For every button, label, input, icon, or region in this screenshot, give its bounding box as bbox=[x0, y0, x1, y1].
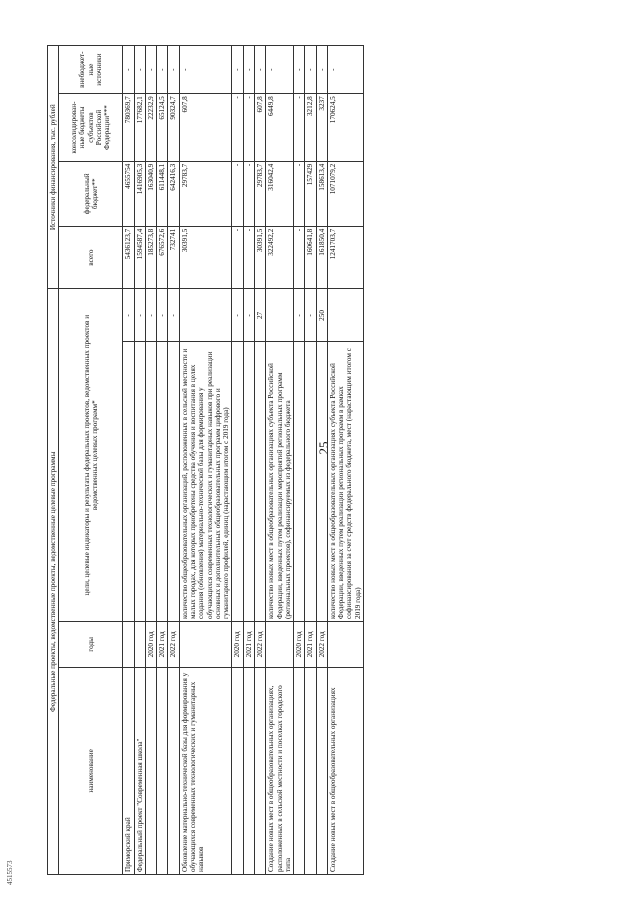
cell-indicator bbox=[305, 342, 316, 622]
cell-total: - bbox=[294, 226, 305, 289]
cell-indicator bbox=[145, 342, 156, 622]
cell-extrabudget: - bbox=[266, 46, 294, 94]
table-row bbox=[168, 46, 179, 875]
cell-regional: 90324,7 bbox=[168, 94, 179, 161]
table-body bbox=[123, 46, 364, 875]
cell-total: - bbox=[232, 226, 243, 289]
cell-indicator-value: - bbox=[145, 289, 156, 342]
cell-name bbox=[316, 667, 327, 874]
cell-total: 30391,5 bbox=[179, 226, 232, 289]
cell-name bbox=[254, 667, 265, 874]
cell-regional: 65124,5 bbox=[157, 94, 168, 161]
cell-name bbox=[145, 667, 156, 874]
cell-year: 2020 год bbox=[294, 621, 305, 667]
cell-indicator bbox=[243, 342, 254, 622]
cell-indicator-value: - bbox=[294, 289, 305, 342]
cell-name: Создание новых мест в общеобразовательных организациях, расположенных в сельской местности и поселках городского типа bbox=[266, 667, 294, 874]
header-year: годы bbox=[59, 621, 123, 667]
header-group-row bbox=[48, 46, 59, 875]
page-number: 25 bbox=[316, 441, 331, 455]
cell-federal: 611448,1 bbox=[157, 161, 168, 226]
cell-year bbox=[266, 621, 294, 667]
cell-extrabudget: - bbox=[157, 46, 168, 94]
cell-indicator bbox=[168, 342, 179, 622]
cell-indicator bbox=[123, 342, 134, 622]
cell-indicator bbox=[232, 342, 243, 622]
header-indicators: цели, целевые индикаторы и результаты федеральных проектов, ведомственных проектов и ведомственных целевых программ* bbox=[59, 289, 123, 622]
cell-indicator-value bbox=[266, 289, 294, 342]
header-group-sources: Источники финансирования, тыс. рублей bbox=[48, 46, 59, 289]
cell-extrabudget: - bbox=[316, 46, 327, 94]
financing-table bbox=[47, 45, 364, 875]
cell-federal: 157429 bbox=[305, 161, 316, 226]
cell-name bbox=[157, 667, 168, 874]
cell-extrabudget: - bbox=[123, 46, 134, 94]
cell-regional: 6449,8 bbox=[266, 94, 294, 161]
cell-regional: - bbox=[243, 94, 254, 161]
cell-federal: 1071079,2 bbox=[327, 161, 363, 226]
cell-regional: 3212,8 bbox=[305, 94, 316, 161]
cell-indicator-value bbox=[179, 289, 232, 342]
cell-total: 30391,5 bbox=[254, 226, 265, 289]
cell-name: Приморский край bbox=[123, 667, 134, 874]
cell-year bbox=[327, 621, 363, 667]
cell-indicator: количество новых мест в общеобразовательных организациях субъекта Российской Федерации, введенных путем реализации региональных программ в рамках софинансирования за счет средств федерального бюджета, мест (нарастающим итогом с 2019 года) bbox=[327, 342, 363, 622]
cell-year: 2022 год bbox=[254, 621, 265, 667]
cell-name: Создание новых мест в общеобразовательных организациях bbox=[327, 667, 363, 874]
cell-extrabudget: - bbox=[145, 46, 156, 94]
cell-federal: - bbox=[243, 161, 254, 226]
cell-indicator: количество новых мест в общеобразовательных организациях субъекта Российской Федерации, введенных путем реализации мероприятий региональных программ (региональных проектов), софинансируемых из федерального бюджета bbox=[266, 342, 294, 622]
cell-federal: 1416905,3 bbox=[134, 161, 145, 226]
cell-regional: 170624,5 bbox=[327, 94, 363, 161]
cell-year: 2022 год bbox=[168, 621, 179, 667]
cell-federal: 158613,4 bbox=[316, 161, 327, 226]
cell-extrabudget: - bbox=[232, 46, 243, 94]
cell-extrabudget: - bbox=[134, 46, 145, 94]
cell-regional: 177682,1 bbox=[134, 94, 145, 161]
cell-total: - bbox=[243, 226, 254, 289]
cell-extrabudget: - bbox=[305, 46, 316, 94]
cell-indicator-value: - bbox=[232, 289, 243, 342]
cell-regional: 780369,7 bbox=[123, 94, 134, 161]
cell-name bbox=[243, 667, 254, 874]
financing-table-sheet bbox=[47, 45, 582, 875]
header-row bbox=[59, 46, 123, 875]
cell-regional: 607,8 bbox=[179, 94, 232, 161]
table-row bbox=[294, 46, 305, 875]
cell-total: 1594587,4 bbox=[134, 226, 145, 289]
cell-name bbox=[232, 667, 243, 874]
cell-indicator bbox=[157, 342, 168, 622]
cell-year: 2021 год bbox=[243, 621, 254, 667]
cell-indicator-value: - bbox=[243, 289, 254, 342]
cell-total: 185273,8 bbox=[145, 226, 156, 289]
cell-indicator-value: - bbox=[134, 289, 145, 342]
cell-indicator: количество общеобразовательных организаций, расположенных в сельской местности и малых городах, для которых приобретены средства обучения и воспитания в целях создания (обновления) материально-технической базы для формирования у обучающихся современных технологических и гуманитарных навыков при реализации основных и дополнительных общеобразовательных программ цифрового и гуманитарного профилей, единиц (нарастающим итогом с 2019 года) bbox=[179, 342, 232, 622]
table-row bbox=[266, 46, 294, 875]
cell-indicator-value bbox=[327, 289, 363, 342]
cell-extrabudget: - bbox=[254, 46, 265, 94]
cell-total: 322492,2 bbox=[266, 226, 294, 289]
header-name: наименование bbox=[59, 667, 123, 874]
table-row bbox=[232, 46, 243, 875]
table-row bbox=[327, 46, 363, 875]
cell-indicator bbox=[254, 342, 265, 622]
table-row bbox=[179, 46, 232, 875]
cell-federal: 642416,3 bbox=[168, 161, 179, 226]
table-row bbox=[123, 46, 134, 875]
cell-federal: - bbox=[232, 161, 243, 226]
cell-total: 1241703,7 bbox=[327, 226, 363, 289]
cell-year bbox=[134, 621, 145, 667]
cell-extrabudget: - bbox=[243, 46, 254, 94]
cell-indicator bbox=[294, 342, 305, 622]
table-row bbox=[145, 46, 156, 875]
table-row bbox=[157, 46, 168, 875]
cell-total: 160641,8 bbox=[305, 226, 316, 289]
cell-federal: 29783,7 bbox=[179, 161, 232, 226]
header-federal: федеральный бюджет** bbox=[59, 161, 123, 226]
cell-total: 161850,4 bbox=[316, 226, 327, 289]
cell-name: Обновление материально-технической базы для формирования у обучающихся современных технологических и гуманитарных навыков bbox=[179, 667, 232, 874]
table-row bbox=[305, 46, 316, 875]
cell-extrabudget: - bbox=[327, 46, 363, 94]
cell-indicator-value: - bbox=[123, 289, 134, 342]
cell-extrabudget: - bbox=[168, 46, 179, 94]
cell-year bbox=[123, 621, 134, 667]
cell-regional: - bbox=[294, 94, 305, 161]
cell-indicator bbox=[134, 342, 145, 622]
document-id: 4515573 bbox=[6, 860, 14, 885]
cell-extrabudget: - bbox=[294, 46, 305, 94]
cell-indicator-value: 27 bbox=[254, 289, 265, 342]
cell-year: 2020 год bbox=[232, 621, 243, 667]
cell-extrabudget: - bbox=[179, 46, 232, 94]
cell-name bbox=[305, 667, 316, 874]
cell-total: 5436123,7 bbox=[123, 226, 134, 289]
cell-total: 732741 bbox=[168, 226, 179, 289]
table-row bbox=[243, 46, 254, 875]
cell-year bbox=[179, 621, 232, 667]
cell-total: 676572,6 bbox=[157, 226, 168, 289]
cell-indicator bbox=[316, 342, 327, 622]
header-regional: консолидирован-ные бюджеты субъектов Российской Федерации*** bbox=[59, 94, 123, 161]
cell-federal: - bbox=[294, 161, 305, 226]
cell-regional: 607,8 bbox=[254, 94, 265, 161]
cell-federal: 316042,4 bbox=[266, 161, 294, 226]
cell-year: 2021 год bbox=[305, 621, 316, 667]
header-extrabudget: внебюджет-ные источники bbox=[59, 46, 123, 94]
cell-regional: 22232,9 bbox=[145, 94, 156, 161]
cell-name: Федеральный проект "Современная школа" bbox=[134, 667, 145, 874]
cell-name bbox=[294, 667, 305, 874]
cell-regional: 3237 bbox=[316, 94, 327, 161]
cell-federal: 29783,7 bbox=[254, 161, 265, 226]
table-row bbox=[316, 46, 327, 875]
cell-year: 2022 год bbox=[316, 621, 327, 667]
cell-year: 2021 год bbox=[157, 621, 168, 667]
cell-indicator-value: - bbox=[168, 289, 179, 342]
cell-indicator-value: - bbox=[305, 289, 316, 342]
cell-year: 2020 год bbox=[145, 621, 156, 667]
cell-federal: 163040,9 bbox=[145, 161, 156, 226]
header-total: всего bbox=[59, 226, 123, 289]
table-row bbox=[134, 46, 145, 875]
cell-regional: - bbox=[232, 94, 243, 161]
cell-name bbox=[168, 667, 179, 874]
cell-indicator-value: - bbox=[157, 289, 168, 342]
table-row bbox=[254, 46, 265, 875]
cell-indicator-value: 250 bbox=[316, 289, 327, 342]
cell-federal: 4655754 bbox=[123, 161, 134, 226]
header-group-projects: Федеральные проекты, ведомственные проекты, ведомственные целевые программы bbox=[48, 289, 59, 875]
